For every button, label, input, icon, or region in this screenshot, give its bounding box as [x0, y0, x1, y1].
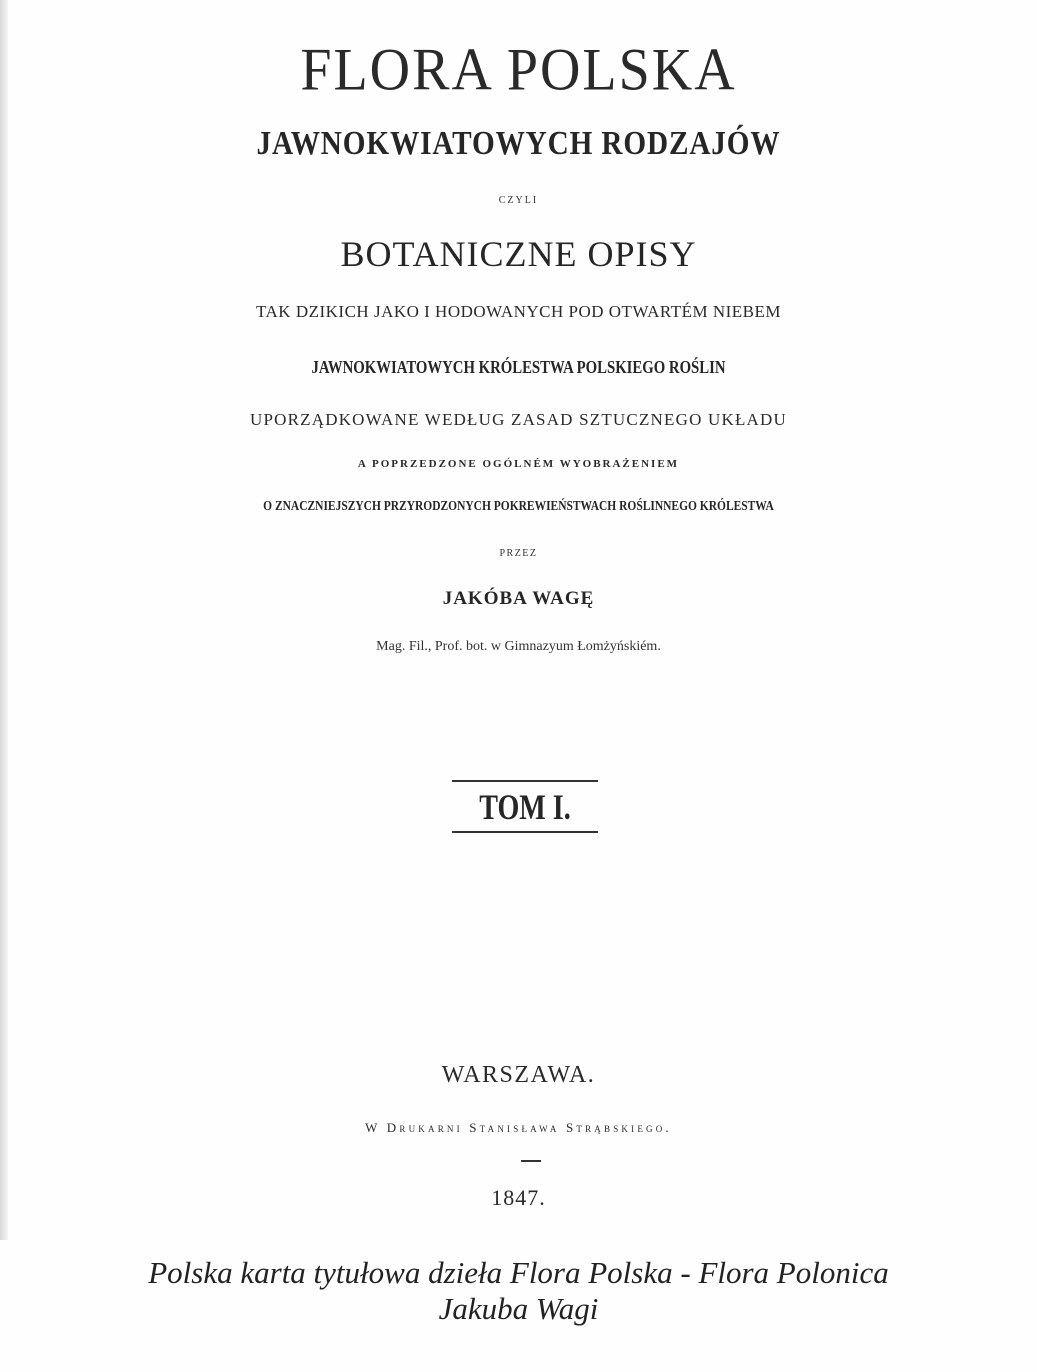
czyli-text: CZYLI — [498, 195, 539, 206]
tak-dzikich-line: TAK DZIKICH JAKO I HODOWANYCH POD OTWARTÉM NIEBEM — [256, 302, 781, 321]
scan-edge — [0, 0, 8, 1240]
caption-line-2: Jakuba Wagi — [438, 1291, 599, 1326]
poprzedzone-line: A POPRZEDZONE OGÓLNÉM WYOBRAŻENIEM — [357, 458, 680, 470]
volume-bottom-rule — [452, 831, 598, 833]
author-credentials: Mag. Fil., Prof. bot. w Gimnazyum Łomżyńskiém. — [376, 639, 661, 654]
przez-text: PRZEZ — [499, 548, 538, 559]
separator-dash — [521, 1160, 541, 1162]
publication-year: 1847. — [491, 1185, 546, 1210]
author-name: JAKÓBA WAGĘ — [442, 588, 595, 609]
volume-block — [452, 780, 598, 834]
znaczniejszych-line: O ZNACZNIEJSZYCH PRZYRODZONYCH POKREWIEŃSTWACH ROŚLINNEGO KRÓLESTWA — [263, 499, 774, 514]
book-title: FLORA POLSKA — [300, 36, 737, 104]
caption-line-1: Polska karta tytułowa dzieła Flora Polska - Flora Polonica — [148, 1255, 889, 1290]
volume-top-rule — [452, 780, 598, 782]
botaniczne-opisy-heading: BOTANICZNE OPISY — [340, 234, 697, 274]
volume-label: TOM I. — [479, 787, 571, 827]
krolestwa-polskiego-line: JAWNOKWIATOWYCH KRÓLESTWA POLSKIEGO ROŚLIN — [311, 357, 726, 377]
book-subtitle: JAWNOKWIATOWYCH RODZAJÓW — [256, 125, 781, 162]
printer-line: W Drukarni Stanisława Strąbskiego. — [365, 1120, 672, 1135]
uporzadkowane-line: UPORZĄDKOWANE WEDŁUG ZASAD SZTUCZNEGO UKŁADU — [250, 410, 787, 429]
publication-city: WARSZAWA. — [441, 1062, 596, 1088]
